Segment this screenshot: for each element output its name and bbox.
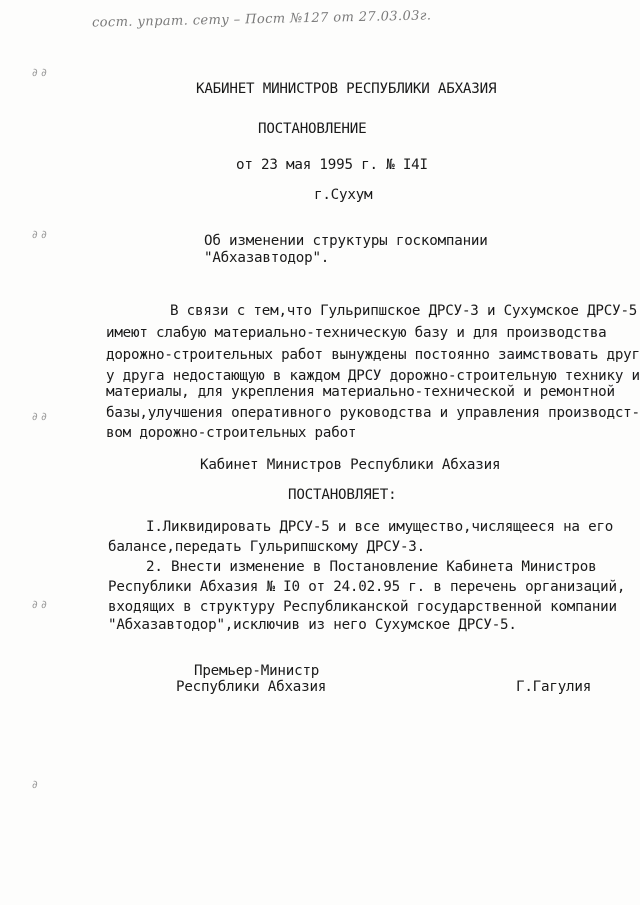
subject-line: "Абхазавтодор". xyxy=(204,250,330,266)
resolver-line: Кабинет Министров Республики Абхазия xyxy=(200,457,501,473)
preamble-line: дорожно-строительных работ вынуждены постоянно заимствовать друг xyxy=(106,347,640,363)
preamble-line: у друга недостающую в каждом ДРСУ дорожно-строительную технику и xyxy=(106,368,640,384)
item-1-line: балансе,передать Гульрипшскому ДРСУ-3. xyxy=(108,539,425,555)
handwritten-note: сост. упрат. сету – Пост №127 от 27.03.03г. xyxy=(91,8,432,31)
preamble-line: В связи с тем,что Гульрипшское ДРСУ-3 и Сухумское ДРСУ-5 xyxy=(170,303,638,319)
preamble-line: материалы, для укрепления материально-технической и ремонтной xyxy=(106,384,615,400)
punch-mark: ∂ ∂ xyxy=(32,228,47,241)
preamble-line: имеют слабую материально-техническую базу и для производства xyxy=(106,325,607,341)
document-type: ПОСТАНОВЛЕНИЕ xyxy=(258,121,367,137)
item-2-line: Республики Абхазия № I0 от 24.02.95 г. в перечень организаций, xyxy=(108,579,626,595)
item-2-line: 2. Внести изменение в Постановление Кабинета Министров xyxy=(146,559,597,575)
resolves-heading: ПОСТАНОВЛЯЕТ: xyxy=(288,487,397,503)
punch-mark: ∂ ∂ xyxy=(32,410,47,423)
cabinet-heading: КАБИНЕТ МИНИСТРОВ РЕСПУБЛИКИ АБХАЗИЯ xyxy=(196,81,497,97)
preamble-line: базы,улучшения оперативного руководства и управления производст- xyxy=(106,405,640,421)
preamble-line: вом дорожно-строительных работ xyxy=(106,425,357,441)
item-2-line: входящих в структуру Республиканской государственной компании xyxy=(108,599,617,615)
signature-title: Республики Абхазия xyxy=(176,679,327,695)
signature-name: Г.Гагулия xyxy=(516,679,592,695)
punch-mark: ∂ xyxy=(32,778,38,791)
punch-mark: ∂ ∂ xyxy=(32,598,47,611)
item-2-line: "Абхазавтодор",исключив из него Сухумское ДРСУ-5. xyxy=(108,617,517,633)
date-number: от 23 мая 1995 г. № I4I xyxy=(236,157,428,173)
punch-mark: ∂ ∂ xyxy=(32,66,47,79)
subject-line: Об изменении структуры госкомпании xyxy=(204,233,488,249)
city: г.Сухум xyxy=(314,187,373,203)
signature-title: Премьер-Министр xyxy=(194,663,320,679)
item-1-line: I.Ликвидировать ДРСУ-5 и все имущество,числящееся на его xyxy=(146,519,614,535)
